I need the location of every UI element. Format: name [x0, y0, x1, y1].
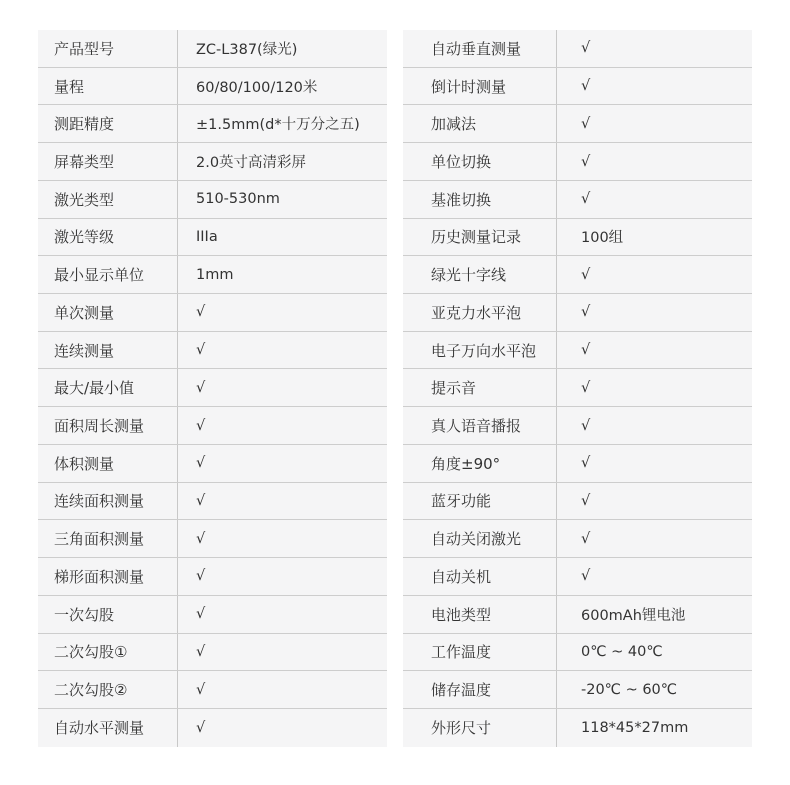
spec-value: √ — [196, 606, 206, 623]
spec-label: 自动水平测量 — [38, 709, 178, 747]
spec-label: 电池类型 — [403, 596, 557, 633]
spec-row — [38, 181, 387, 219]
spec-value: √ — [196, 681, 206, 698]
spec-row — [403, 671, 752, 709]
spec-value: √ — [196, 379, 206, 396]
spec-value: √ — [581, 417, 591, 434]
spec-value: 510-530nm — [196, 191, 280, 208]
spec-label: 最小显示单位 — [38, 256, 178, 293]
spec-row — [403, 256, 752, 294]
spec-label: 加减法 — [403, 105, 557, 142]
spec-label: 一次勾股 — [38, 596, 178, 633]
spec-label: 激光等级 — [38, 219, 178, 256]
spec-row — [38, 407, 387, 445]
spec-label: 自动关闭激光 — [403, 520, 557, 557]
spec-label: 绿光十字线 — [403, 256, 557, 293]
spec-value: √ — [196, 492, 206, 509]
spec-value: √ — [581, 153, 591, 170]
spec-label: 外形尺寸 — [403, 709, 557, 747]
spec-value: √ — [581, 379, 591, 396]
spec-label: 连续面积测量 — [38, 483, 178, 520]
spec-value: √ — [581, 115, 591, 132]
spec-label: 储存温度 — [403, 671, 557, 708]
spec-value: 2.0英寸高清彩屏 — [196, 155, 307, 172]
spec-value: √ — [196, 304, 206, 321]
spec-row — [403, 105, 752, 143]
spec-value: √ — [196, 342, 206, 359]
spec-label: 基准切换 — [403, 181, 557, 218]
spec-table-right — [403, 30, 752, 747]
spec-value: √ — [581, 455, 591, 472]
spec-label: 单次测量 — [38, 294, 178, 331]
spec-value: √ — [581, 191, 591, 208]
spec-label: 体积测量 — [38, 445, 178, 482]
spec-row — [38, 294, 387, 332]
spec-label: 倒计时测量 — [403, 68, 557, 105]
spec-row — [403, 558, 752, 596]
spec-row — [38, 558, 387, 596]
spec-row — [403, 30, 752, 68]
spec-value: ZC-L387(绿光) — [196, 41, 298, 58]
spec-value: IIIa — [196, 228, 218, 245]
spec-value: √ — [196, 530, 206, 547]
spec-row — [38, 634, 387, 672]
spec-value: -20℃ ~ 60℃ — [581, 681, 678, 698]
spec-label: 提示音 — [403, 369, 557, 406]
spec-label: 产品型号 — [38, 30, 178, 67]
spec-label: 单位切换 — [403, 143, 557, 180]
spec-value: √ — [581, 568, 591, 585]
spec-value: 118*45*27mm — [581, 719, 689, 736]
spec-row — [403, 369, 752, 407]
spec-label: 梯形面积测量 — [38, 558, 178, 595]
spec-label: 激光类型 — [38, 181, 178, 218]
spec-value: 1mm — [196, 266, 234, 283]
spec-label: 自动关机 — [403, 558, 557, 595]
spec-value: √ — [196, 568, 206, 585]
spec-label: 亚克力水平泡 — [403, 294, 557, 331]
spec-row — [403, 596, 752, 634]
spec-label: 真人语音播报 — [403, 407, 557, 444]
spec-value: ±1.5mm(d*十万分之五) — [196, 117, 360, 134]
spec-row — [38, 105, 387, 143]
spec-row — [38, 143, 387, 181]
spec-row — [38, 68, 387, 106]
spec-value: √ — [581, 304, 591, 321]
spec-table-left — [38, 30, 387, 747]
spec-row — [38, 596, 387, 634]
spec-value: √ — [581, 78, 591, 95]
spec-row — [403, 332, 752, 370]
spec-row — [403, 181, 752, 219]
spec-row — [38, 671, 387, 709]
spec-label: 屏幕类型 — [38, 143, 178, 180]
spec-value: √ — [581, 40, 591, 57]
spec-label: 面积周长测量 — [38, 407, 178, 444]
spec-label: 连续测量 — [38, 332, 178, 369]
spec-label: 最大/最小值 — [38, 369, 178, 406]
spec-row — [403, 483, 752, 521]
spec-row — [403, 634, 752, 672]
spec-value: √ — [196, 643, 206, 660]
spec-value: √ — [196, 455, 206, 472]
spec-row — [38, 709, 387, 747]
spec-value: 0℃ ~ 40℃ — [581, 643, 663, 660]
spec-row — [38, 256, 387, 294]
spec-value: √ — [581, 266, 591, 283]
spec-row — [38, 369, 387, 407]
spec-row — [38, 332, 387, 370]
spec-row — [403, 407, 752, 445]
spec-row — [403, 294, 752, 332]
spec-row — [403, 445, 752, 483]
spec-label: 自动垂直测量 — [403, 30, 557, 67]
spec-value: √ — [581, 342, 591, 359]
spec-value: 100组 — [581, 230, 624, 247]
spec-label: 量程 — [38, 68, 178, 105]
spec-value: 60/80/100/120米 — [196, 79, 318, 96]
spec-value: √ — [196, 417, 206, 434]
spec-label: 蓝牙功能 — [403, 483, 557, 520]
spec-label: 二次勾股① — [38, 634, 178, 671]
spec-row — [38, 520, 387, 558]
spec-row — [38, 445, 387, 483]
spec-label: 工作温度 — [403, 634, 557, 671]
spec-value: 600mAh锂电池 — [581, 607, 686, 624]
spec-row — [403, 143, 752, 181]
spec-label: 二次勾股② — [38, 671, 178, 708]
spec-row — [38, 483, 387, 521]
spec-row — [403, 520, 752, 558]
spec-label: 三角面积测量 — [38, 520, 178, 557]
spec-value: √ — [581, 530, 591, 547]
spec-row — [38, 30, 387, 68]
spec-row — [403, 709, 752, 747]
spec-row — [38, 219, 387, 257]
spec-label: 电子万向水平泡 — [403, 332, 557, 369]
spec-row — [403, 68, 752, 106]
spec-value: √ — [196, 719, 206, 736]
spec-value: √ — [581, 492, 591, 509]
spec-label: 角度±90° — [403, 445, 557, 482]
spec-label: 测距精度 — [38, 105, 178, 142]
spec-label: 历史测量记录 — [403, 219, 557, 256]
spec-row — [403, 219, 752, 257]
